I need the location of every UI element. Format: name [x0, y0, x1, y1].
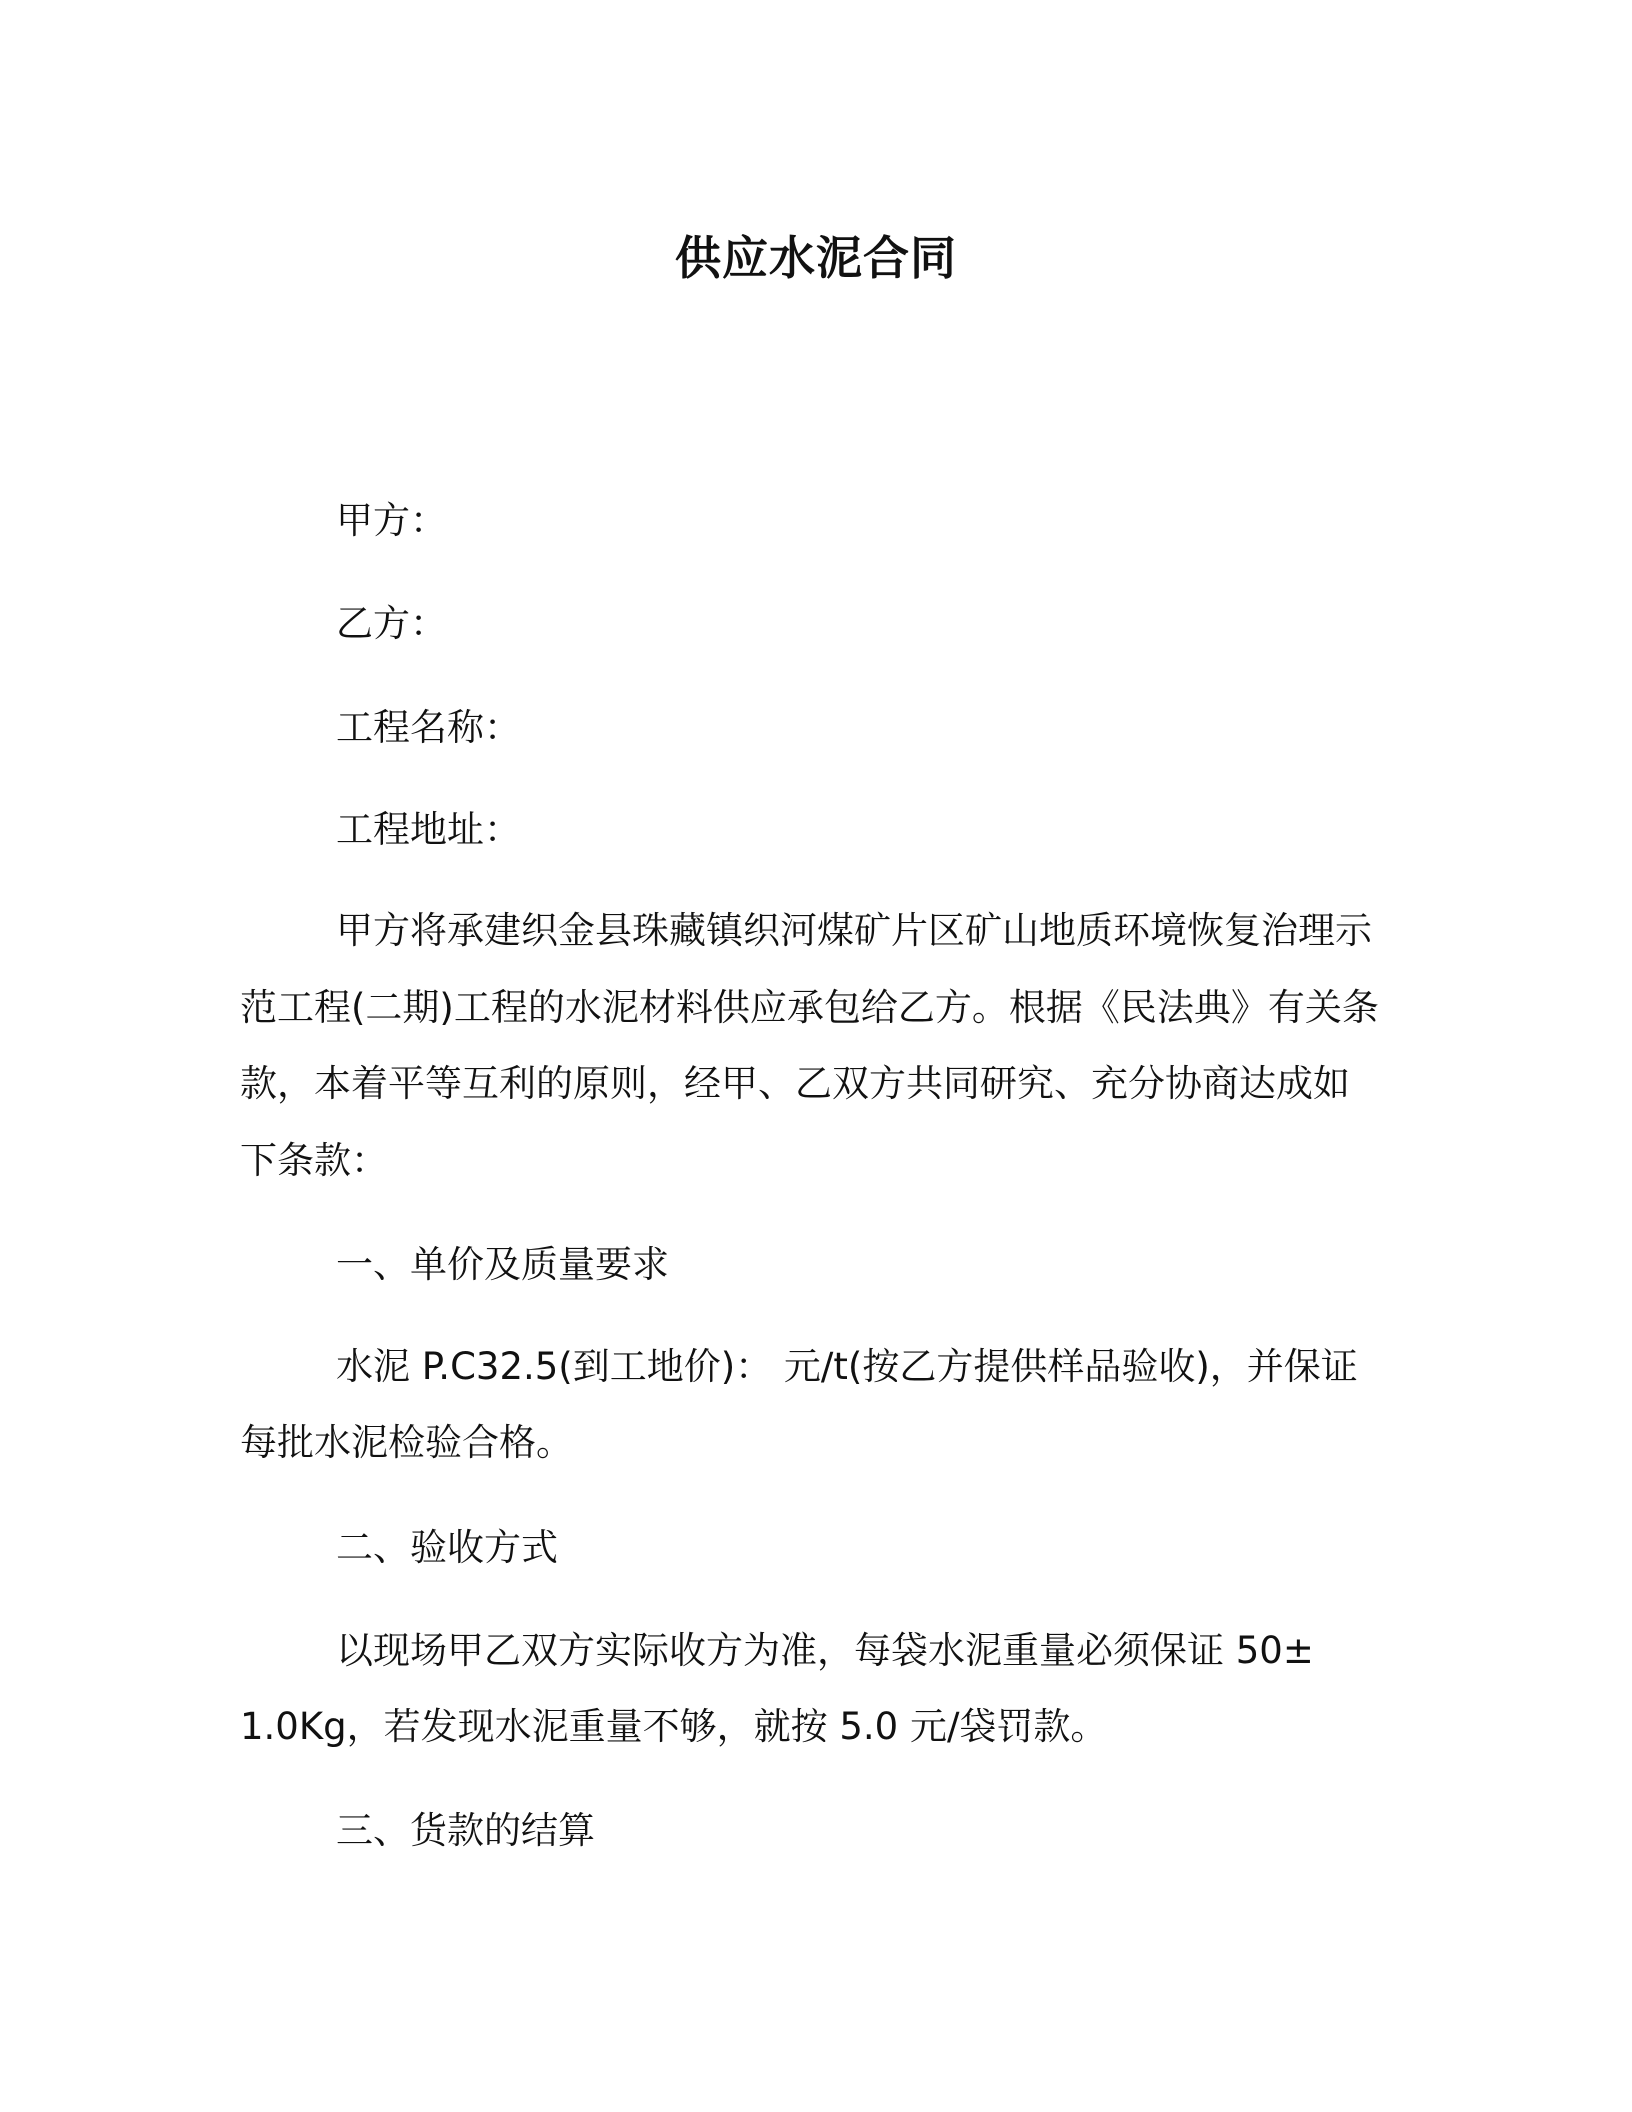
- project-address-field: 工程地址：: [336, 808, 521, 851]
- intro-paragraph-line: 甲方将承建织金县珠藏镇织河煤矿片区矿山地质环境恢复治理示: [336, 909, 1372, 952]
- intro-paragraph-line: 款，本着平等互利的原则，经甲、乙双方共同研究、充分协商达成如: [240, 1062, 1350, 1105]
- intro-paragraph-line: 下条款：: [240, 1139, 388, 1182]
- section2-paragraph-line: 1.0Kg，若发现水泥重量不够，就按 5.0 元/袋罚款。: [240, 1705, 1108, 1748]
- document-title: 供应水泥合同: [675, 231, 957, 285]
- section2-paragraph-line: 以现场甲乙双方实际收方为准，每袋水泥重量必须保证 50±: [336, 1629, 1314, 1672]
- section-heading-unit-price: 一、单价及质量要求: [336, 1243, 669, 1286]
- party-b-field: 乙方：: [336, 602, 447, 645]
- intro-paragraph-line: 范工程(二期)工程的水泥材料供应承包给乙方。根据《民法典》有关条: [240, 986, 1379, 1029]
- section-heading-acceptance: 二、验收方式: [336, 1526, 558, 1569]
- party-a-field: 甲方：: [336, 499, 447, 542]
- section1-paragraph-line: 水泥 P.C32.5(到工地价)： 元/t(按乙方提供样品验收)，并保证: [336, 1345, 1358, 1388]
- section1-paragraph-line: 每批水泥检验合格。: [240, 1421, 573, 1464]
- project-name-field: 工程名称：: [336, 706, 521, 749]
- section-heading-payment: 三、货款的结算: [336, 1809, 595, 1852]
